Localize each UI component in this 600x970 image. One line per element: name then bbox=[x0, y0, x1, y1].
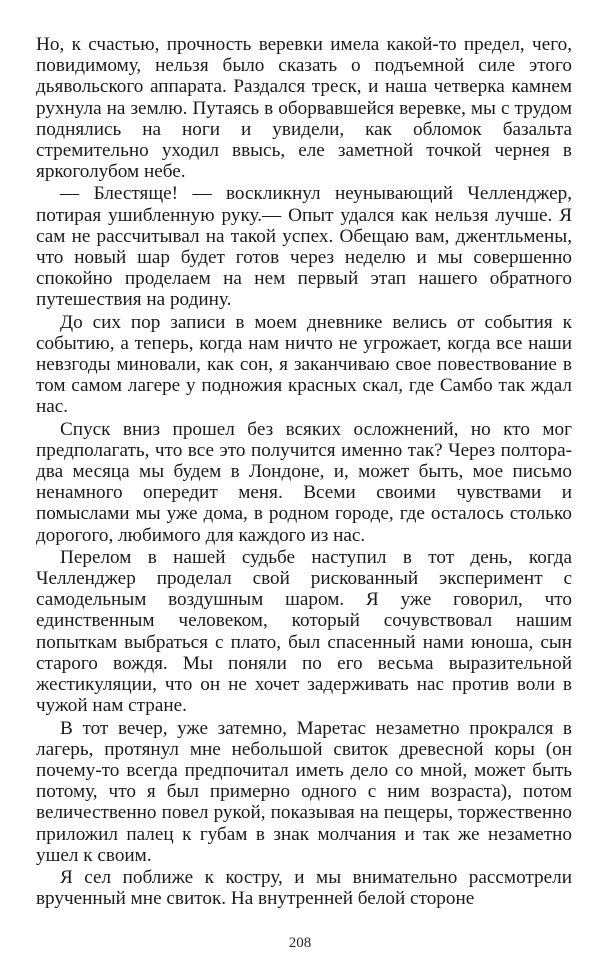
paragraph-6: В тот вечер, уже затемно, Маретас незаметно прокрался в лагерь, протянул мне небольшой свиток древесной коры (он почему-то всегда предпочитал иметь дело со мной, может быть потому, что я был примерно одного с ним возраста), потом величественно повел рукой, показывая на пещеры, торжественно приложил палец к губам в знак молчания и так же незаметно ушел к своим. bbox=[36, 717, 572, 866]
page-number: 208 bbox=[288, 935, 312, 951]
paragraph-2: — Блестяще! — воскликнул неунывающий Челленджер, потирая ушибленную руку.— Опыт удался как нельзя лучше. Я сам не рассчитывал на такой успех. Обещаю вам, джентльмены, что новый шар будет готов через неделю и мы совершенно спокойно проделаем на нем первый этап нашего обратного путешествия на родину. bbox=[36, 183, 572, 311]
paragraph-5: Перелом в нашей судьбе наступил в тот день, когда Челленджер проделал свой рискованный эксперимент с самодельным воздушным шаром. Я уже говорил, что единственным человеком, который сочувствовал нашим попыткам выбраться с плато, был спасенный нами юноша, сын старого вождя. Мы поняли по его весьма выразительной жестикуляции, что он не хочет задерживать нас против воли в чужой нам стране. bbox=[36, 546, 572, 717]
paragraph-3: До сих пор записи в моем дневнике велись от события к событию, а теперь, когда нам ничто не угрожает, когда все наши невзгоды миновали, как сон, я заканчиваю свое повествование в том самом лагере у подножия красных скал, где Самбо так ждал нас. bbox=[36, 311, 572, 418]
body-text bbox=[36, 34, 572, 910]
paragraph-7: Я сел поближе к костру, и мы внимательно рассмотрели врученный мне свиток. На внутренней белой стороне bbox=[36, 866, 572, 910]
paragraph-4: Спуск вниз прошел без всяких осложнений, но кто мог предполагать, что все это получится именно так? Через полтора-два месяца мы будем в Лондоне, и, может быть, мое письмо ненамного опередит меня. Всеми своими чувствами и помыслами мы уже дома, в родном городе, где осталось столько дорогого, любимого для каждого из нас. bbox=[36, 418, 572, 546]
paragraph-1: Но, к счастью, прочность веревки имела какой-то предел, чего, повидимому, нельзя было сказать о подъемной силе этого дьявольского аппарата. Раздался треск, и наша четверка камнем рухнула на землю. Путаясь в оборвавшейся веревке, мы с трудом поднялись на ноги и увидели, как обломок базальта стремительно уходил ввысь, еле заметной точкой чернея в яркоголубом небе. bbox=[36, 34, 572, 183]
